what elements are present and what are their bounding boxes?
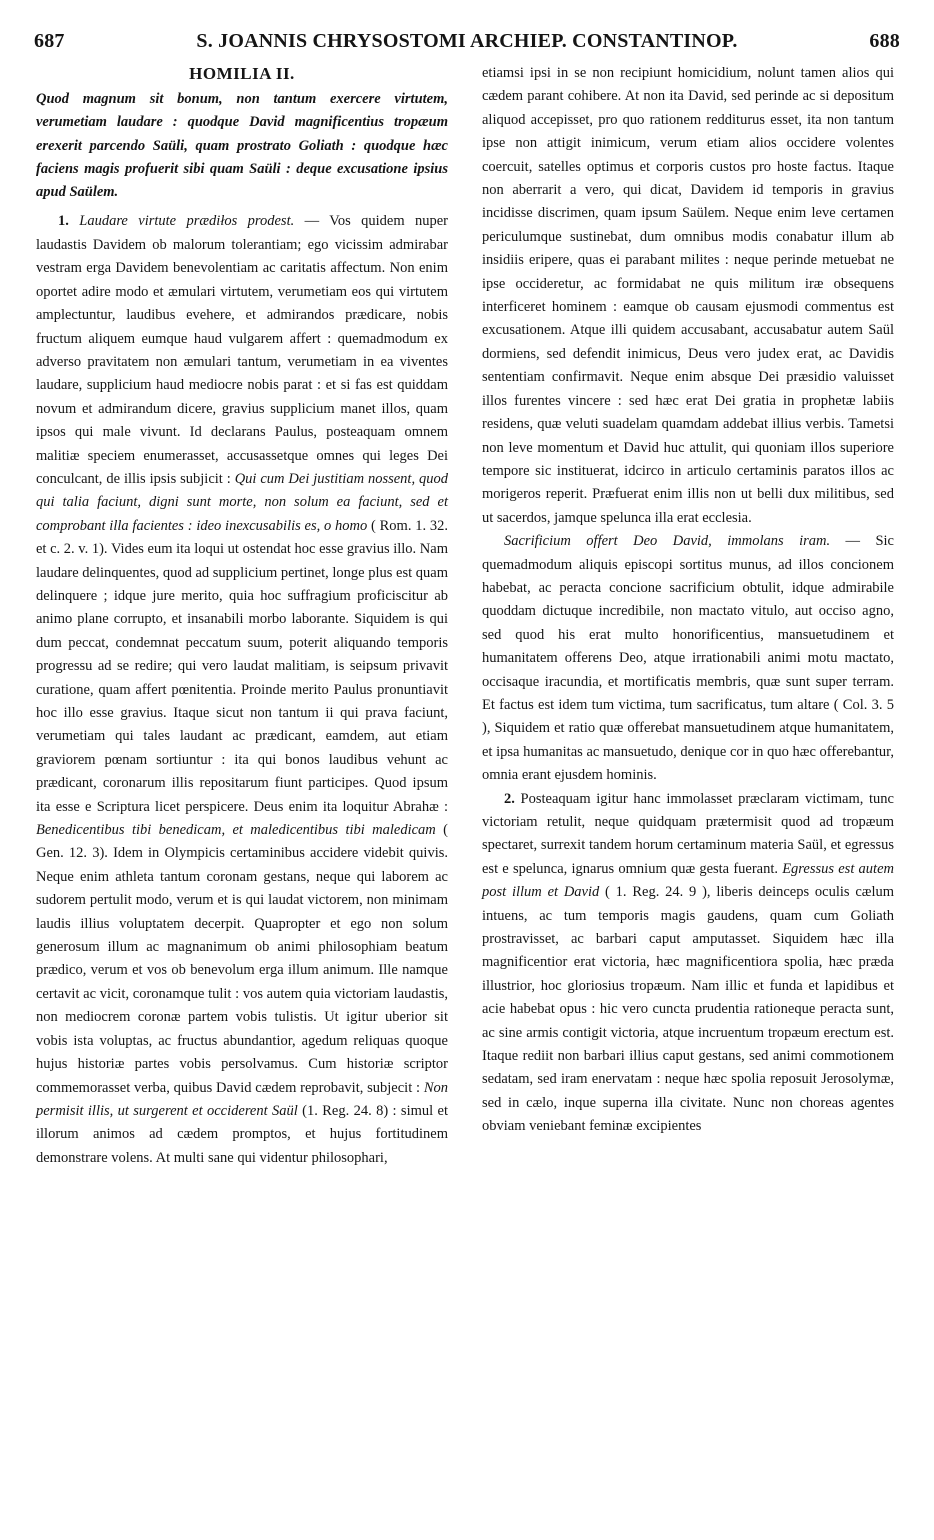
right-column [482,62,894,1139]
scripture-quote: Qui cum Dei justitiam nossent, quod qui talia faciunt, digni sunt morte, non solum ea faciunt, sed et comprobant illa facientes : ideo inexcusabilis es, o homo [36,470,448,534]
paragraph-text: liberis deinceps oculis cælum intuens, ac tum temporis magis gaudens, quam cum Goliath prostravisset, ac barbari caput amputasset. Siquidem hæc illa magnificentior erat victoria, hæc magnificentiora spolia, hæc præda illustrior, hoc gloriosius tropæum. Nam illic et funda et lapidibus et acie habebat opus : hic vero cuncta prudentia rationeque peracta sunt, ac sine armis contigit victoria, atque incruentum tropæum erectum est. Itaque rediit non barbari illius caput gestans, sed animi commotionem sedatam, sed iram enervatam : neque hæc spolia reposuit Jerosolymæ, sed in cælo, inque superna illa civitate. Nunc non choreas agentes obviam veniebant feminæ excipientes [482,884,894,1135]
scripture-reference: ( Gen. 12. 3). [36,822,448,862]
section-heading: Laudare virtute prædiłos prodest. [79,213,295,230]
paragraph-text: Vides eum ita loqui ut ostendat hoc esse gravius illo. Nam laudare delinquentes, quod ad supplicium pertinet, longe plus est quam delinquere ; idque jure merito, quia hoc suffragium proficiscitur ab animo plane corrupto, et insanabili morbo laborante. Siquidem is qui dum peccat, condemnat peccatum suum, poterit aliquando temporis progressu ad se redire; qui vero laudat malitiam, is seipsum privavit curatione, quam affert pœnitentia. Proinde merito Paulus pronuntiavit hoc illo esse gravius. Itaque sicut non tantum ii qui prava faciunt, verumetiam qui tales laudant ac prædicant, eamdem, aut etiam graviorem pœnam sortiuntur : ita qui bonos laudibus vehunt ac prædicant, coronarum illis repositarum fiunt participes. Quod ipsum ita esse e Scriptura licet perspicere. Deus enim ita loquitur Abrahæ : [36,541,448,815]
section-number: 2. [504,790,515,807]
paragraph-text: — Sic quemadmodum aliquis episcopi sortitus munus, ad illos concionem habebat, ac peracta concione sacrificium obtulit, idque admirabile quoddam dictuque incredibile, non mactato vitulo, aut occiso agno, sed quod his erat multo honorificentius, mansuetudinem et humanitatem offerens Deo, atque irrationabili animi motu mactato, occisaque iracundia, et mortificatis membris, quæ sunt super terram. Et factus est idem tum victima, tum sacrificatus, tum altare [482,533,894,713]
paragraph-text: Idem in Olympicis certaminibus accidere videbit quivis. Neque enim athleta tantum coronam gestans, neque qui laborem ac sudorem pertulit modo, verum et is qui laudat victorem, non minimam laudis illius voluptatem decerpit. Quapropter et ego non solum generosum illum ac magnanimum ob animi philosophiam beatum prædico, verum et vos ob benevolum erga illum animum. Ille namque certavit ac vicit, coronamque tulit : vos autem quia victoriam laudastis, non mediocrem coronæ partem vobis tulistis. Ut igitur uberior sit vobis ista voluptas, ac fructus abundantior, agedum reliquas quoque hujus historiæ partes vobis persolvamus. Cum historiæ scriptor commemorasset verba, quibus David cædem reprobavit, subjecit : [36,845,448,1096]
page-number-left: 687 [34,30,65,52]
scripture-quote: Non permisit illis, ut surgerent et occiderent Saül [36,1079,448,1119]
running-title: S. JOANNIS CHRYSOSTOMI ARCHIEP. CONSTANTINOP. [196,30,738,52]
paragraph-text: Siquidem et ratio quæ offerebat mansuetudinem atque humanitatem, et ipsa humanitas ac mansuetudo, denique cor in quo hæc offerebantur, omnia erant ejusdem hominis. [482,720,894,784]
running-head [28,26,906,56]
scripture-quote: Benedicentibus tibi benedicam, et maledicentibus tibi maledicam [36,822,436,839]
section-number: 1. [58,213,69,230]
section-heading: Sacrificium offert Deo David, immolans iram. [504,533,831,550]
paragraph-text: Posteaquam igitur hanc immolasset præclaram victimam, tunc victoriam retulit, neque quidquam prætermisit quod ad tropæum spectaret, surrexit tandem horum certaminum materia Saül, et egressus est e spelunca, ignarus omnium quæ gesta fuerant. [482,790,894,877]
paragraph-text: — Vos quidem nuper laudastis Davidem ob malorum tolerantiam; ego vicissim admirabar vestram erga Davidem benevolentiam ac caritatis affectum. Non enim oportet adire modo et æmulari virtutem, verumetiam eos qui virtutem amplectuntur, laudibus evehere, et admirandos prædicare, nobis fructum aliquem eumque haud vulgarem affert : quemadmodum ex adverso pravitatem non æmulari tantum, verumetiam in ea viventes laudare, supplicium haud mediocre nobis parat : et si fas est quiddam novum et admirandum dicere, gravius supplicium manet illos, quam ipsos qui male vivunt. Id declarans Paulus, posteaquam omnem malitiæ speciem enumerasset, accusassetque omnes qui leges Dei conculcant, de illis ipsis subjicit : [36,213,449,487]
scripture-quote: Egressus est autem post illum et David [482,860,894,901]
paragraph-3 [482,788,894,1139]
left-column [36,62,448,1170]
scripture-reference: ( Rom. 1. 32. et c. 2. v. 1). [36,517,449,558]
homily-argument: Quod magnum sit bonum, non tantum exercere virtutem, verumetiam laudare : quodque David magnificentius tropæum erexerit parcendo Saüli, quam prostrato Goliath : quodque hæc faciens magis profuerit sibi quam Saüli : deque excusatione ipsius apud Saülem. [36,91,448,201]
scripture-reference: ( Col. 3. 5 ), [482,696,894,737]
homily-title: HOMILIA II. [189,64,295,83]
scripture-reference: (1. Reg. 24. 8) : [297,1102,401,1119]
paragraph-text: simul et illorum animos ad cædem promptos, et hujus fortitudinem demonstrare volens. At multi sane qui videntur philosophari, [36,1102,448,1166]
page-number-right: 688 [869,30,900,52]
paragraph-1 [36,210,448,1170]
paragraph-2 [482,530,894,787]
paragraph-1-continued: etiamsi ipsi in se non recipiunt homicidium, nolunt tamen alios qui cædem parant cohibere. At non ita David, sed perinde ac si depositum aliquod accepisset, pro quo rationem redditurus esset, ita non tantum ipse non attigit inimicum, verum etiam alios occidere volentes coercuit, satelles optimus et corporis custos pro hoste factus. Itaque non aberrarit a vero, qui dicat, Davidem id temporis in gravius incidisse discrimen, quam ipsum Saülem. Neque enim leve certamen periculumque sustinebat, dum omnibus modis conabatur illum ab insidiis eripere, quas ei parabant milites : neque perinde metuebat ne ipse occideretur, ac formidabat ne quis militum iræ obsequens interficeret hominem : eamque ob causam ejusmodi commentus est excusationem. Atque illi quidem accusabant, accusabatur autem Saül dormiens, sed defendit inimicus, Deus vero judex erat, ac Davidis sententiam confirmavit. Neque enim absque Dei præsidio valuisset illos furentes vincere : sed hæc erat Dei gratia in prophetæ labiis residens, quæ veluti suadelam quamdam addebat illius verbis. Tametsi non leve momentum et David huc attulit, qui quoniam illos superiore tempore sic instituerat, idcirco in articulo certaminis paratos illos ac morigeros reperit. Præfuerat enim illis non ut belli dux militibus, sed ut sacerdos, jamque spelunca illa erat ecclesia. [482,65,894,526]
scripture-reference: ( 1. Reg. 24. 9 ), [599,884,717,901]
